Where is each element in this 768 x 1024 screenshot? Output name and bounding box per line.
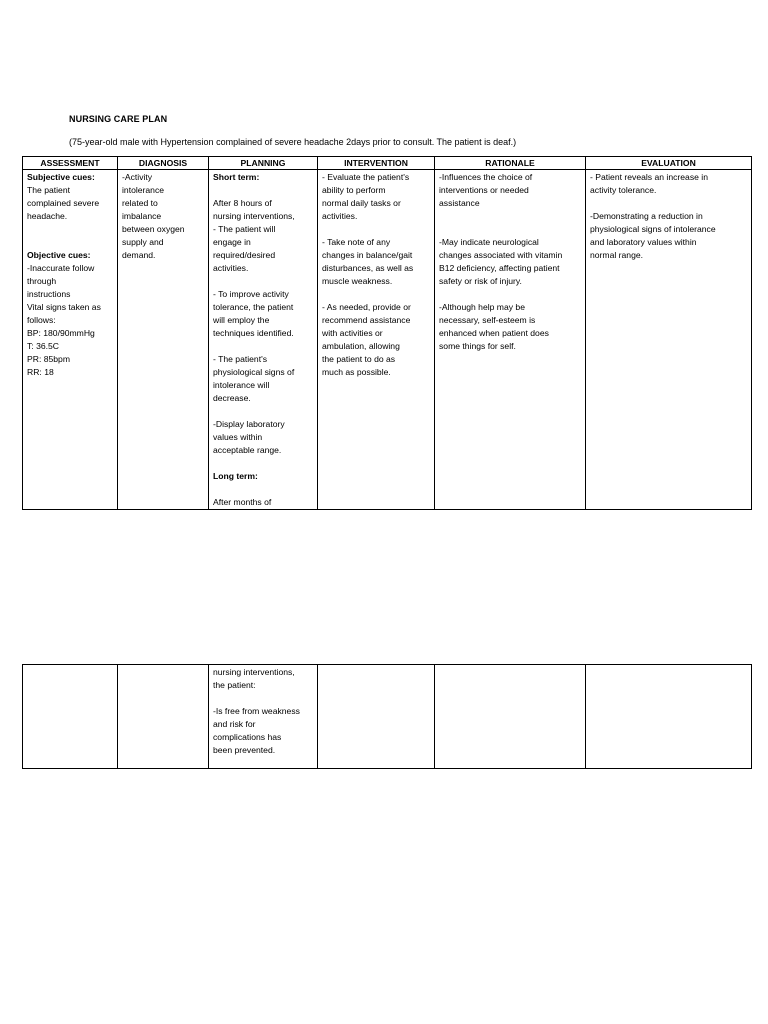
evaluation-cell-continued [586, 665, 752, 769]
blank-line [213, 483, 313, 496]
cell-text-line: -Inaccurate follow [27, 263, 95, 273]
cell-text-line: BP: 180/90mmHg [27, 328, 95, 338]
cell-text-line: follows: [27, 315, 56, 325]
document-subtitle: (75-year-old male with Hypertension complained of severe headache 2days prior to consult. The patient is deaf.) [69, 137, 517, 147]
cell-text-line: -Although help may be [439, 302, 525, 312]
blank-line [213, 184, 313, 197]
cell-text-line: techniques identified. [213, 328, 294, 338]
cell-text-line: intolerance [122, 185, 165, 195]
cell-text-line: much as possible. [322, 367, 391, 377]
cell-text-line: - Patient reveals an increase in [590, 172, 708, 182]
cell-text-line: Vital signs taken as [27, 302, 101, 312]
diagnosis-cell-continued [118, 665, 209, 769]
cell-text-line: nursing interventions, [213, 667, 295, 677]
cell-text-line: - Take note of any [322, 237, 391, 247]
cell-text-line: between oxygen [122, 224, 185, 234]
diagnosis-cell [118, 170, 209, 510]
cell-text-line: normal range. [590, 250, 644, 260]
cell-text-line: some things for self. [439, 341, 516, 351]
planning-cell-continued [209, 665, 318, 769]
cell-text-line: - The patient will [213, 224, 276, 234]
cell-text-line: - Evaluate the patient's [322, 172, 410, 182]
cell-text-line: B12 deficiency, affecting patient [439, 263, 560, 273]
blank-line [590, 197, 747, 210]
cell-text-line: changes in balance/gait [322, 250, 413, 260]
blank-line [439, 223, 581, 236]
cell-text-line: enhanced when patient does [439, 328, 549, 338]
cell-text-line: After months of [213, 497, 272, 507]
cell-text-line: nursing interventions, [213, 211, 295, 221]
cell-text-line: ambulation, allowing [322, 341, 400, 351]
cell-text-line: muscle weakness. [322, 276, 393, 286]
cell-text-line: T: 36.5C [27, 341, 60, 351]
care-plan-table-continued [22, 664, 752, 769]
header-intervention: INTERVENTION [318, 157, 435, 170]
header-rationale: RATIONALE [435, 157, 586, 170]
cell-text-line: -Influences the choice of [439, 172, 533, 182]
cell-text-line: intolerance will [213, 380, 270, 390]
cell-text-line: -Activity [122, 172, 153, 182]
blank-line [439, 210, 581, 223]
section-heading: Subjective cues: [27, 172, 95, 182]
evaluation-cell [586, 170, 752, 510]
cell-text-line: the patient to do as [322, 354, 396, 364]
cell-text-line: instructions [27, 289, 71, 299]
cell-text-line: disturbances, as well as [322, 263, 414, 273]
cell-text-line: required/desired [213, 250, 276, 260]
cell-text-line: decrease. [213, 393, 251, 403]
cell-text-line: acceptable range. [213, 445, 282, 455]
rationale-cell [435, 170, 586, 510]
header-assessment: ASSESSMENT [23, 157, 118, 170]
cell-text-line: interventions or needed [439, 185, 529, 195]
cell-text-line: the patient: [213, 680, 256, 690]
cell-text-line: activities. [213, 263, 249, 273]
rationale-cell-continued [435, 665, 586, 769]
cell-text-line: - As needed, provide or [322, 302, 411, 312]
blank-line [322, 288, 430, 301]
section-heading: Short term: [213, 172, 260, 182]
cell-text-line: safety or risk of injury. [439, 276, 522, 286]
cell-text-line: engage in [213, 237, 251, 247]
cell-text-line: supply and [122, 237, 164, 247]
cell-text-line: - To improve activity [213, 289, 289, 299]
section-heading: Long term: [213, 471, 258, 481]
assessment-cell-continued [23, 665, 118, 769]
blank-line [213, 275, 313, 288]
cell-text-line: activities. [322, 211, 358, 221]
cell-text-line: imbalance [122, 211, 162, 221]
cell-text-line: The patient [27, 185, 70, 195]
cell-text-line: necessary, self-esteem is [439, 315, 536, 325]
table-row [23, 665, 752, 769]
table-header-row [23, 157, 752, 170]
cell-text-line: values within [213, 432, 263, 442]
cell-text-line: normal daily tasks or [322, 198, 401, 208]
blank-line [27, 236, 113, 249]
cell-text-line: -Is free from weakness [213, 706, 300, 716]
document-title: NURSING CARE PLAN [69, 114, 168, 124]
blank-line [439, 288, 581, 301]
cell-text-line: recommend assistance [322, 315, 411, 325]
cell-text-line: and risk for [213, 719, 256, 729]
cell-text-line: demand. [122, 250, 156, 260]
intervention-cell-continued [318, 665, 435, 769]
cell-text-line: After 8 hours of [213, 198, 272, 208]
cell-text-line: physiological signs of [213, 367, 295, 377]
cell-text-line: with activities or [322, 328, 383, 338]
cell-text-line: will employ the [213, 315, 270, 325]
cell-text-line: ability to perform [322, 185, 386, 195]
cell-text-line: -May indicate neurological [439, 237, 539, 247]
blank-line [213, 692, 313, 705]
cell-text-line: RR: 18 [27, 367, 54, 377]
header-planning: PLANNING [209, 157, 318, 170]
section-heading: Objective cues: [27, 250, 91, 260]
cell-text-line: been prevented. [213, 745, 276, 755]
care-plan-table [22, 156, 752, 510]
header-evaluation: EVALUATION [586, 157, 752, 170]
cell-text-line: activity tolerance. [590, 185, 657, 195]
planning-cell [209, 170, 318, 510]
cell-text-line: - The patient's [213, 354, 268, 364]
blank-line [27, 223, 113, 236]
header-diagnosis: DIAGNOSIS [118, 157, 209, 170]
cell-text-line: tolerance, the patient [213, 302, 294, 312]
cell-text-line: changes associated with vitamin [439, 250, 563, 260]
cell-text-line: physiological signs of intolerance [590, 224, 716, 234]
cell-text-line: and laboratory values within [590, 237, 697, 247]
intervention-cell [318, 170, 435, 510]
cell-text-line: complained severe [27, 198, 100, 208]
cell-text-line: -Display laboratory [213, 419, 285, 429]
cell-text-line: related to [122, 198, 158, 208]
cell-text-line: through [27, 276, 57, 286]
table-row [23, 170, 752, 510]
assessment-cell [23, 170, 118, 510]
cell-text-line: assistance [439, 198, 480, 208]
cell-text-line: PR: 85bpm [27, 354, 70, 364]
blank-line [213, 405, 313, 418]
blank-line [213, 340, 313, 353]
cell-text-line: -Demonstrating a reduction in [590, 211, 703, 221]
cell-text-line: complications has [213, 732, 282, 742]
blank-line [322, 223, 430, 236]
cell-text-line: headache. [27, 211, 68, 221]
blank-line [213, 457, 313, 470]
